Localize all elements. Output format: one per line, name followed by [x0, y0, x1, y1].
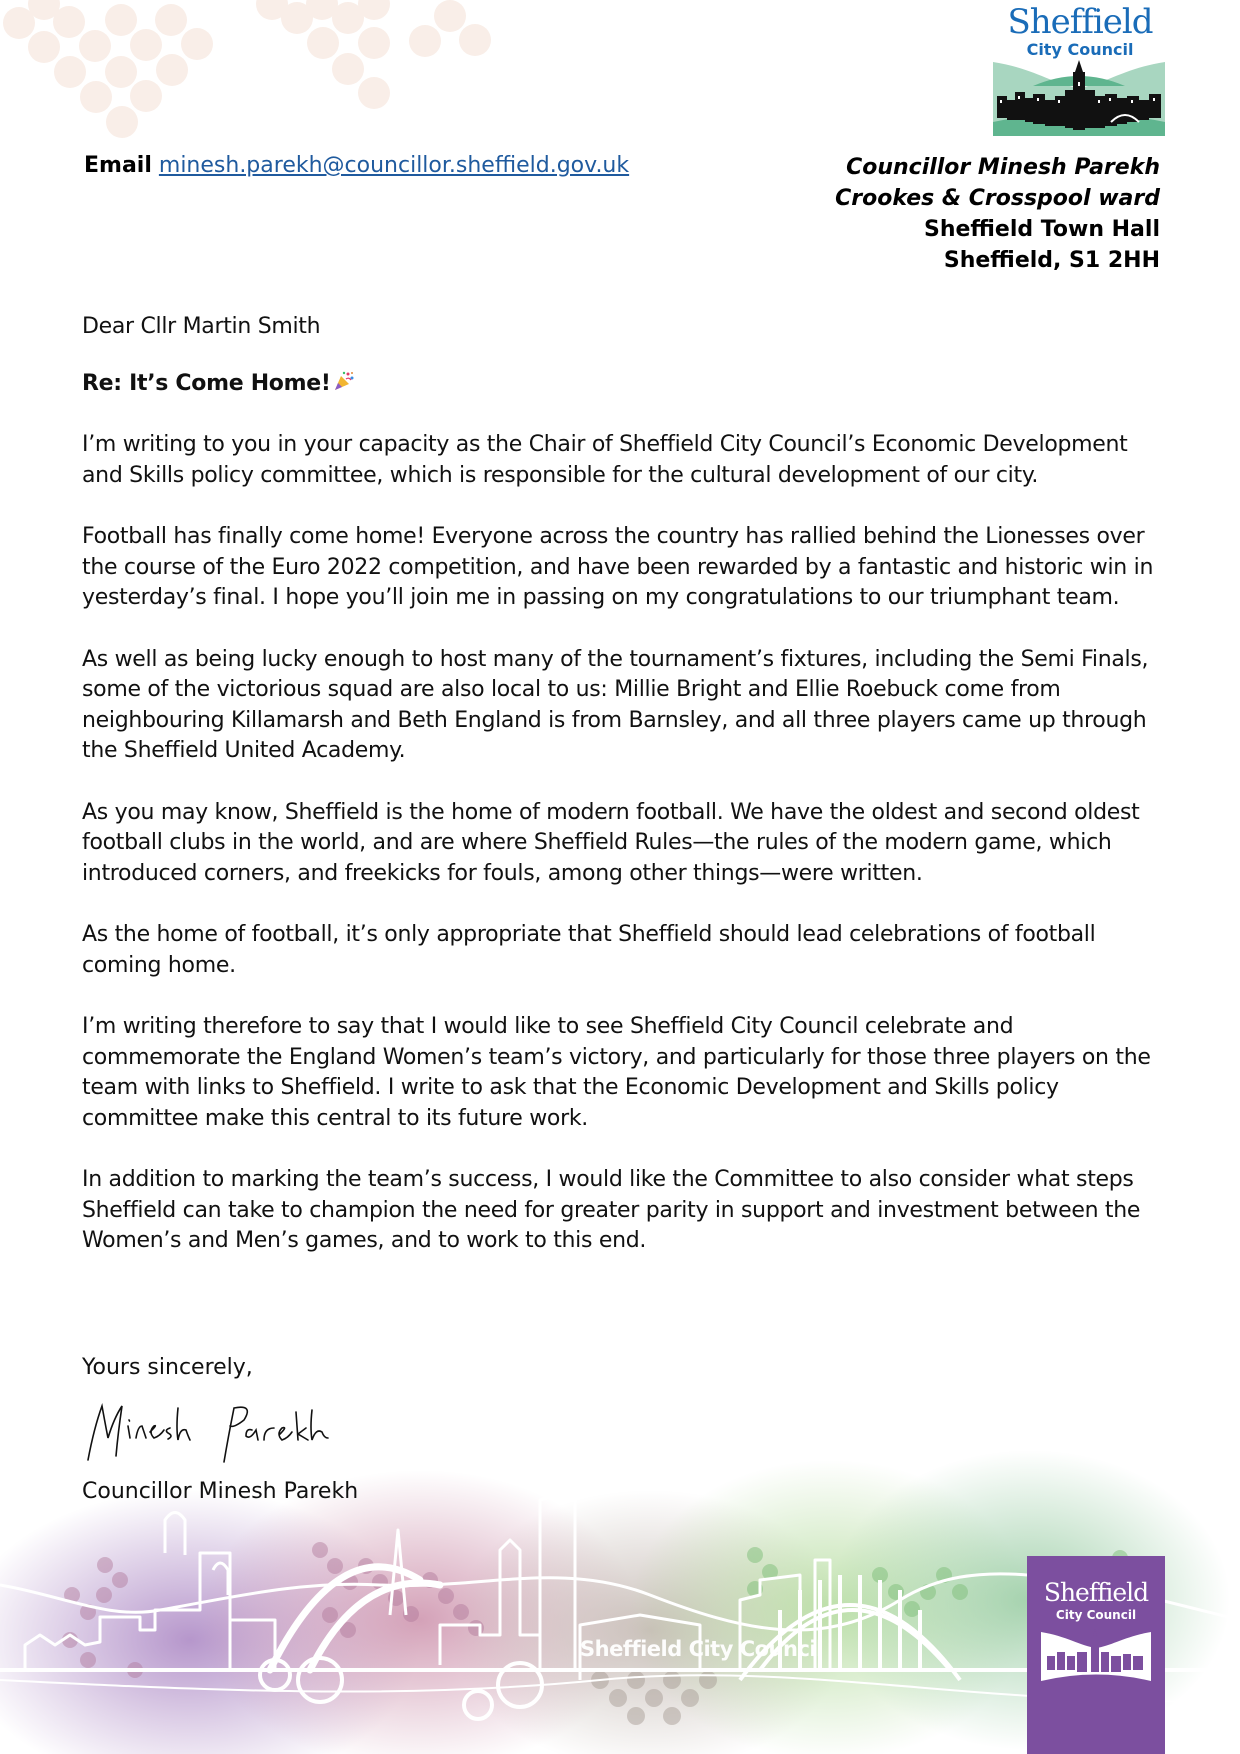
- paragraph: As well as being lucky enough to host many of the tournament’s fixtures, including the Semi Finals, some of the victorious squad are also local to us: Millie Bright and Ellie Roebuck come from neighbouring Killamarsh and Beth England is from Barnsley, and all three players came up through the Sheffield United Academy.: [82, 646, 1149, 763]
- sender-name: Councillor Minesh Parekh: [846, 155, 1160, 180]
- email-link[interactable]: minesh.parekh@councillor.sheffield.gov.uk: [158, 153, 630, 178]
- footer-logo-subtitle: City Council: [1055, 1608, 1137, 1622]
- decorative-dot-pattern: [0, 0, 520, 140]
- sheffield-skyline-logo-icon: [993, 60, 1165, 136]
- footer-council-logo: [1027, 1556, 1165, 1754]
- council-logo: [990, 0, 1170, 140]
- paragraph: As you may know, Sheffield is the home of modern football. We have the oldest and second oldest football clubs in the world, and are where Sheffield Rules—the rules of the modern game, which introduced corners, and freekicks for fouls, among other things—were written.: [82, 799, 1140, 886]
- closing: Yours sincerely,: [82, 1355, 253, 1380]
- subject-text: Re: It’s Come Home!: [82, 370, 331, 396]
- paragraph: As the home of football, it’s only appropriate that Sheffield should lead celebrations of football coming home.: [82, 922, 1096, 978]
- handwritten-signature: [84, 1398, 344, 1468]
- email-line: [84, 152, 629, 180]
- footer-brand-text: Sheffield City Council: [580, 1637, 823, 1661]
- paragraph: In addition to marking the team’s success, I would like the Committee to also consider what steps Sheffield can take to champion the need for greater parity in support and investment between the Women’s and Men’s games, and to work to this end.: [82, 1167, 1141, 1253]
- subject-line: [82, 369, 1162, 400]
- sender-ward: Crookes & Crosspool ward: [835, 186, 1160, 211]
- letter-body: [82, 312, 1162, 1288]
- sender-building: Sheffield Town Hall: [923, 217, 1160, 242]
- salutation: Dear Cllr Martin Smith: [82, 314, 321, 339]
- footer-skyline-logo-icon: [1041, 1626, 1151, 1686]
- paragraph: I’m writing to you in your capacity as the Chair of Sheffield City Council’s Economic Development and Skills policy committee, which is responsible for the cultural development of our city.: [82, 432, 1128, 488]
- logo-subtitle: City Council: [1026, 40, 1134, 59]
- footer-logo-wordmark: Sheffield: [1043, 1578, 1149, 1607]
- sender-address: [835, 152, 1160, 276]
- sender-city-postcode: Sheffield, S1 2HH: [943, 248, 1160, 273]
- paragraph: Football has finally come home! Everyone across the country has rallied behind the Lionesses over the course of the Euro 2022 competition, and have been rewarded by a fantastic and historic win in yesterday’s final. I hope you’ll join me in passing on my congratulations to our triumphant team.: [82, 524, 1154, 610]
- party-popper-icon: [333, 370, 355, 392]
- signatory-name: Councillor Minesh Parekh: [82, 1479, 359, 1504]
- logo-wordmark: Sheffield: [1007, 2, 1153, 42]
- paragraph: I’m writing therefore to say that I would like to see Sheffield City Council celebrate and commemorate the England Women’s team’s victory, and particularly for those three players on the team with links to Sheffield. I write to ask that the Economic Development and Skills policy committee make this central to its future work.: [82, 1014, 1151, 1131]
- email-label: Email: [84, 153, 152, 178]
